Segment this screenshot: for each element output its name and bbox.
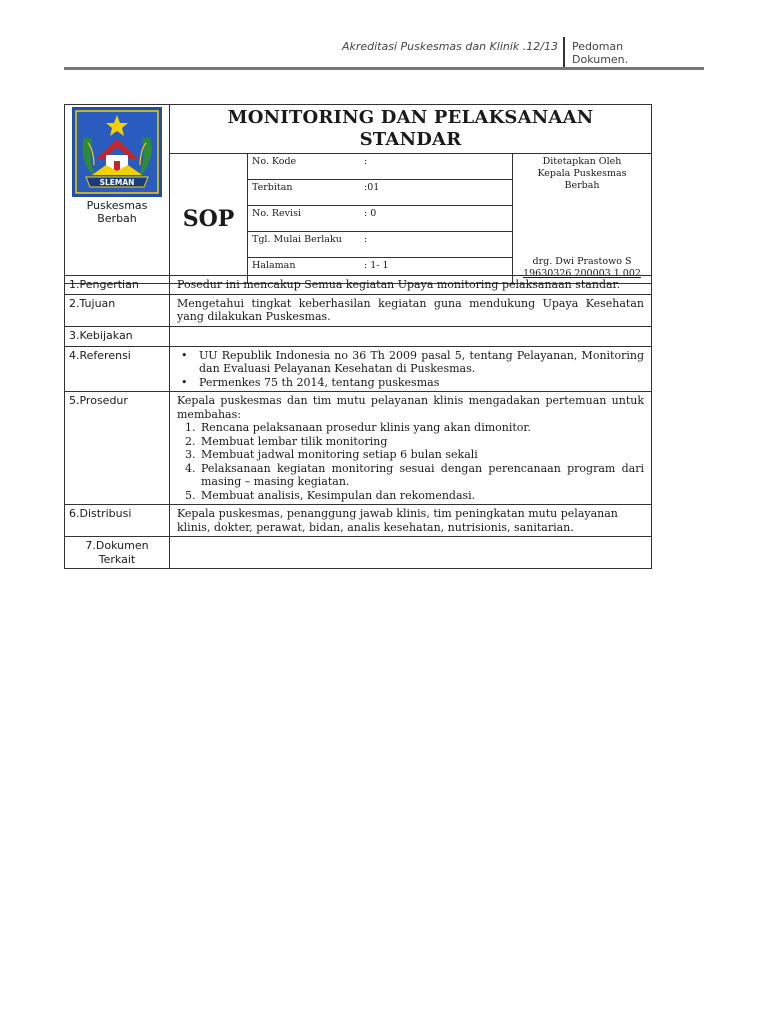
running-header-title: Akreditasi Puskesmas dan Klinik .12/13 bbox=[341, 40, 558, 53]
meta-key: Terbitan bbox=[248, 180, 360, 206]
section-label: 4.Referensi bbox=[65, 346, 170, 392]
section-label: 2.Tujuan bbox=[65, 294, 170, 326]
document-title bbox=[170, 105, 652, 154]
running-header-rule bbox=[64, 67, 704, 70]
meta-cell bbox=[248, 154, 513, 284]
org-name bbox=[65, 199, 169, 225]
section-row-tujuan bbox=[65, 294, 652, 326]
meta-key: Halaman bbox=[252, 260, 296, 271]
section-row-distribusi bbox=[65, 505, 652, 537]
running-header-section-line2: Dokumen. bbox=[572, 53, 629, 66]
meta-table bbox=[248, 154, 512, 283]
sop-label: SOP bbox=[170, 154, 248, 284]
section-list bbox=[170, 346, 652, 392]
section-text: Mengetahui tingkat keberhasilan kegiatan guna mendukung Upaya Kesehatan yang dilakukan Puskesmas. bbox=[170, 294, 652, 326]
meta-value: : bbox=[360, 232, 512, 258]
approval-nip: 19630326 200003 1 002 bbox=[523, 268, 641, 279]
approval-line2: Kepala Puskesmas bbox=[537, 168, 627, 179]
list-item: 2. Membuat lembar tilik monitoring bbox=[199, 435, 644, 449]
document-title-line2: STANDAR bbox=[359, 129, 462, 150]
sleman-emblem-icon bbox=[72, 107, 162, 197]
approval-name: drg. Dwi Prastowo S bbox=[532, 256, 632, 267]
section-label: 6.Distribusi bbox=[65, 505, 170, 537]
list-item: 3. Membuat jadwal monitoring setiap 6 bulan sekali bbox=[199, 448, 644, 462]
meta-row bbox=[248, 180, 512, 206]
org-name-line2: Berbah bbox=[97, 212, 137, 225]
approval-line1: Ditetapkan Oleh bbox=[542, 156, 622, 167]
section-label-line2: Terkait bbox=[98, 552, 136, 566]
approval-line3: Berbah bbox=[564, 180, 600, 191]
section-label: 5.Prosedur bbox=[65, 392, 170, 505]
section-row-prosedur bbox=[65, 392, 652, 505]
section-row-kebijakan bbox=[65, 326, 652, 346]
reference-list bbox=[177, 349, 644, 390]
section-label: 3.Kebijakan bbox=[65, 326, 170, 346]
section-label-line1: 7.Dokumen bbox=[85, 539, 149, 552]
section-text: Kepala puskesmas, penanggung jawab klinis, tim peningkatan mutu pelayanan klinis, dokter, perawat, bidan, analis kesehatan, nutrisionis, sanitarian. bbox=[170, 505, 652, 537]
meta-value: : 0 bbox=[360, 206, 512, 232]
org-name-line1: Puskesmas bbox=[86, 199, 148, 212]
meta-row bbox=[248, 206, 512, 232]
section-label bbox=[65, 537, 170, 569]
running-header-section bbox=[572, 40, 692, 66]
list-item: 4. Pelaksanaan kegiatan monitoring sesuai dengan perencanaan program dari masing – masing kegiatan. bbox=[199, 462, 644, 489]
meta-row bbox=[248, 232, 512, 258]
running-header-divider bbox=[563, 37, 565, 69]
section-procedure bbox=[170, 392, 652, 505]
list-item: 5. Membuat analisis, Kesimpulan dan rekomendasi. bbox=[199, 489, 644, 503]
meta-key: No. Revisi bbox=[248, 206, 360, 232]
section-text bbox=[170, 537, 652, 569]
meta-value: : 1- 1 bbox=[364, 260, 389, 271]
meta-key: No. Kode bbox=[248, 154, 360, 180]
running-header-section-line1: Pedoman bbox=[572, 40, 624, 53]
approval-heading bbox=[513, 154, 651, 192]
meta-value: :01 bbox=[360, 180, 512, 206]
section-row-referensi bbox=[65, 346, 652, 392]
section-row-pengertian bbox=[65, 276, 652, 295]
sleman-logo bbox=[72, 107, 162, 197]
section-text: Posedur ini mencakup Semua kegiatan Upaya monitoring pelaksanaan standar. bbox=[170, 276, 652, 295]
section-label: 1.Pengertian bbox=[65, 276, 170, 295]
sop-header-table bbox=[64, 104, 652, 284]
section-row-dokumen-terkait bbox=[65, 537, 652, 569]
list-item: 1. Rencana pelaksanaan prosedur klinis yang akan dimonitor. bbox=[199, 421, 644, 435]
meta-value: : bbox=[360, 154, 512, 180]
logo-ribbon-text: SLEMAN bbox=[99, 178, 135, 187]
running-header bbox=[0, 0, 768, 80]
procedure-steps bbox=[177, 421, 644, 502]
approval-cell bbox=[513, 154, 652, 284]
list-item: • Permenkes 75 th 2014, tentang puskesmas bbox=[197, 376, 644, 390]
meta-row bbox=[248, 154, 512, 180]
meta-key: Tgl. Mulai Berlaku bbox=[248, 232, 360, 258]
procedure-intro: Kepala puskesmas dan tim mutu pelayanan klinis mengadakan pertemuan untuk membahas: bbox=[177, 394, 644, 421]
document-title-line1: MONITORING DAN PELAKSANAAN bbox=[227, 107, 594, 128]
sop-content-table bbox=[64, 275, 652, 569]
list-item: • UU Republik Indonesia no 36 Th 2009 pasal 5, tentang Pelayanan, Monitoring dan Evaluasi Pelayanan Kesehatan di Puskesmas. bbox=[197, 349, 644, 376]
logo-cell bbox=[65, 105, 170, 284]
section-text bbox=[170, 326, 652, 346]
